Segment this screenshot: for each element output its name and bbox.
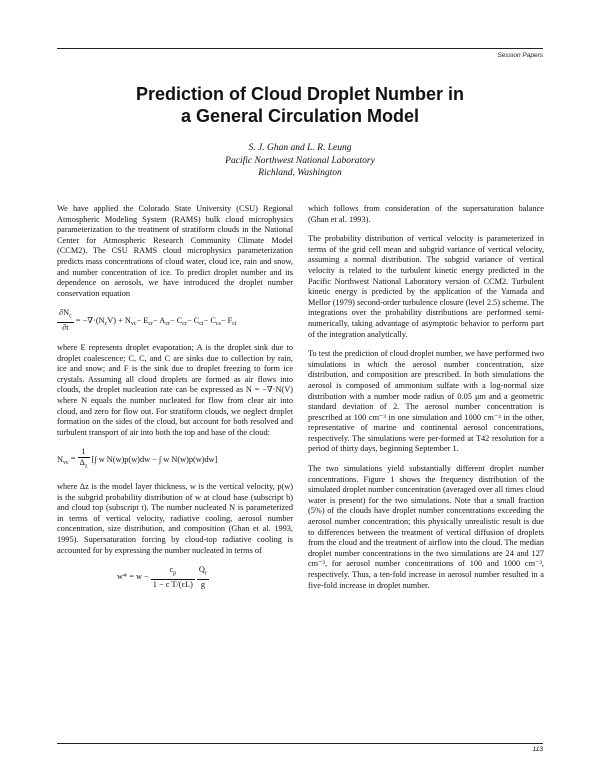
right-column — [308, 204, 544, 600]
bottom-rule — [57, 743, 543, 744]
eq3-fraction-2: $\frac{Q_r}{g}$ — [198, 565, 207, 589]
right-paragraph-1: which follows from consideration of the supersaturation balance (Ghan et al. 1993). — [308, 204, 544, 224]
author-names: S. J. Ghan and L. R. Leung — [248, 143, 352, 153]
left-paragraph-3: where Δz is the model layer thickness, w is the vertical velocity, p(w) is the subgrid probability distribution of w at cloud base (subscript b) and cloud top (subscript t). The number nucleated N is parameterized in terms of vertical velocity, radiative cooling, aerosol number concentration, size distribution, and composition (Ghan et al. 1993, 1995). Supersaturation forcing by cloud-top radiative cooling is accounted for by expressing the number nucleated in terms of — [57, 482, 293, 555]
left-paragraph-1: We have applied the Colorado State University (CSU) Regional Atmospheric Modeling System (RAMS) bulk cloud microphysics parameterization to the treatment of stratiform clouds in the National Center for Atmospheric Research Community Climate Model (CCM2). The CSU RAMS cloud microphysics parameterization predicts mass concentrations of cloud water, cloud ice, rain and snow, and number concentration of ice. To predict droplet number and its dependence on aerosols, we have introduced the droplet number conservation equation — [57, 204, 293, 298]
left-column — [57, 204, 293, 600]
page-title — [0, 83, 600, 127]
eq2-fraction: $\frac{1}{\Delta_z}$ — [79, 447, 88, 470]
right-paragraph-3: To test the prediction of cloud droplet number, we have performed two simulations in which the aerosol number concentration, size distribution, and composition are prescribed. In both simulations the aerosol is composed of ammonium sulfate with a log-normal size distribution with a number mode radius of 0.05 μm and a geometric standard deviation of 2. The aerosol number concentration is prescribed at 100 cm⁻³ in one simulation and 1000 cm⁻³ in the other, representative of marine and continental aerosol concentrations, respectively. The simulations were per-formed at T42 resolution for a period of thirty days, beginning September 1. — [308, 349, 544, 454]
page-number: 113 — [532, 746, 543, 753]
author-block — [0, 142, 600, 180]
left-paragraph-2: where E represents droplet evaporation; A is the droplet sink due to droplet coalescence; C, C, and C are sinks due to collection by rain, ice and snow; and F is the sink due to droplet freezing to form ice crystals. Assuming all cloud droplets are formed as air flows into clouds, the droplet nucleation rate can be expressed as N = −∇·N(V) where N equals the number nucleated for flow from clear air into cloud, and zero for flow out. For stratiform clouds, we neglect droplet formation on the sides of the cloud, but account for both resolved and turbulent transport of air into both the top and base of the cloud: — [57, 343, 293, 437]
eq3-fraction-1: $\frac{c_p}{\text{1 − c T/(εL)}}$ — [152, 565, 193, 589]
right-paragraph-2: The probability distribution of vertical velocity is parameterized in terms of the grid cell mean and subgrid variance of vertical velocity, assuming a normal distribution. The subgrid variance of vertical velocity is related to the turbulent kinetic energy predicted in the Pacific Northwest National Laboratory version of CCM2. Turbulent kinetic energy is predicted by the application of the Yamada and Mellor (1979) second-order turbulence closure (level 2.5) scheme. The integrations over the probability distributions are performed semi-numerically, taking advantage of asymptotic behavior to perform part of the integration analytically. — [308, 234, 544, 339]
equation-nucleation: $N_{vc}$ = $\frac{1}{\Delta_z}$ [∫ w N(w)p(w)dw − ∫ w N(w)p(w)dw] — [57, 447, 218, 470]
top-rule — [57, 48, 543, 49]
author-location: Richland, Washington — [258, 168, 342, 178]
title-line-2: a General Circulation Model — [180, 106, 420, 126]
equation-droplet-conservation: $\frac{\partial N_c}{\partial t}$ = $-\nabla\cdot(N_cV) + N_{vc}- E_{cr}- A_{cr}- C_{cr}- C_{ci}- C_{cs}- F_{ci}$ — [59, 308, 237, 332]
header-label: Session Papers — [497, 52, 543, 59]
right-paragraph-4: The two simulations yield substantially different droplet number concentrations. Figure 1 shows the frequency distribution of the simulated droplet number concentration (averaged over all times cloud water is present) for the two simulations. Note that a small fraction (5%) of the clouds have droplet number concentrations exceeding the aerosol number concentration; this physically unrealistic result is due to differences between the treatment of vertical diffusion of droplets from the cloud and the treatment of airflow into the cloud. The median droplet number concentrations in the two simulations are 24 and 127 cm⁻³, for aerosol number concentrations of 100 and 1000 cm⁻³, respectively. Thus, a ten-fold increase in aerosol number resulted in a five-fold increase in droplet number. — [308, 464, 544, 590]
title-line-1: Prediction of Cloud Droplet Number in — [136, 84, 464, 104]
author-affiliation: Pacific Northwest National Laboratory — [225, 155, 375, 166]
equation-w-star: w* = w − $\frac{c_p}{\text{1 − c T/(εL)}}$ $\frac{Q_r}{g}$ — [117, 565, 207, 589]
eq1-lhs-fraction: $\frac{\partial N_c}{\partial t}$ — [59, 308, 72, 332]
